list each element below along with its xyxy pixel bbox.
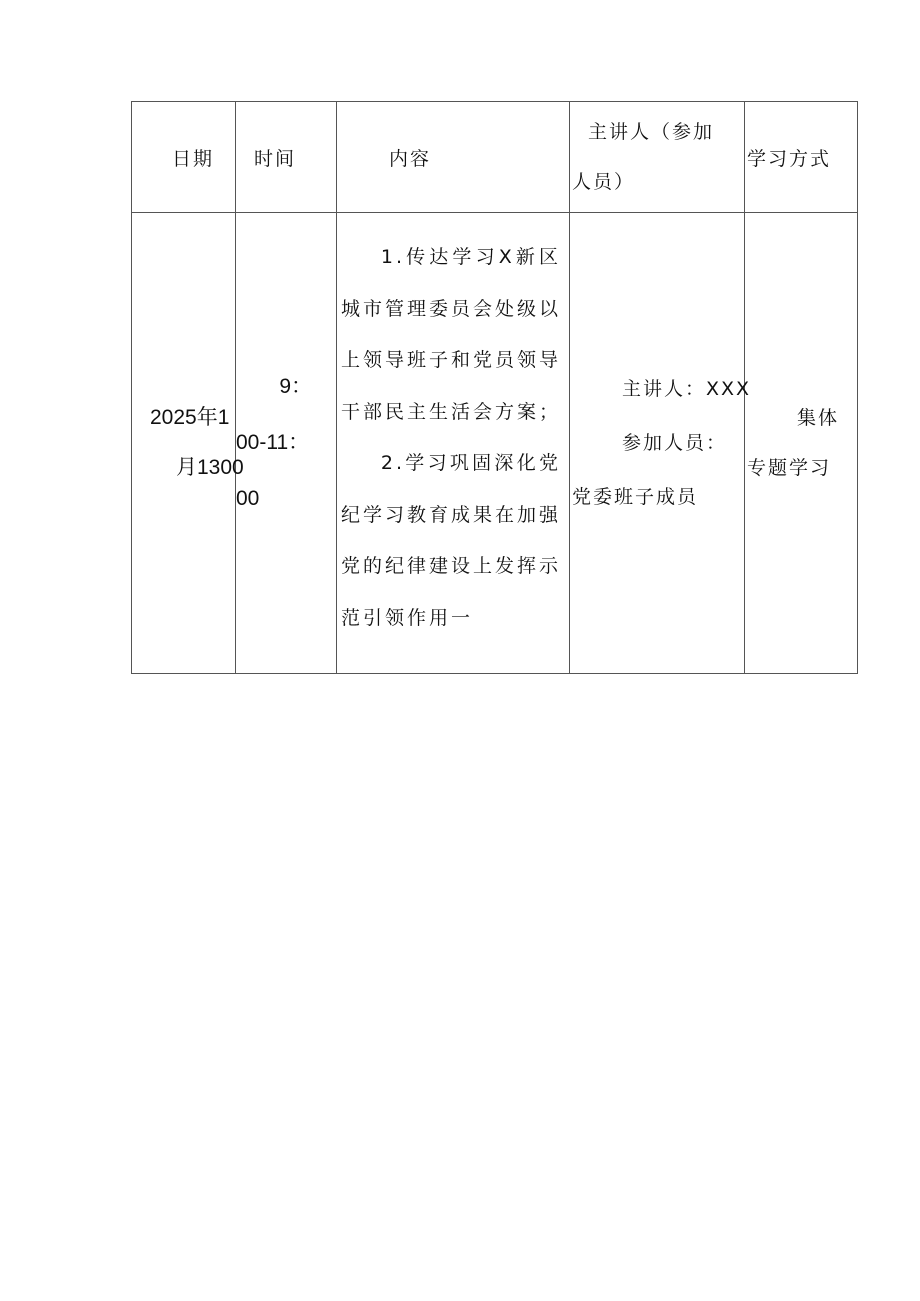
speaker-line2: 参加人员： bbox=[622, 432, 728, 454]
header-date: 日期 bbox=[172, 147, 215, 170]
header-mode-cell bbox=[745, 102, 858, 213]
header-date-cell bbox=[132, 102, 236, 213]
speaker-cell bbox=[570, 213, 752, 674]
header-time-cell bbox=[236, 102, 337, 213]
schedule-sheet bbox=[131, 101, 857, 673]
table-header-row bbox=[132, 102, 858, 213]
time-line3: 00 bbox=[236, 487, 260, 510]
header-speaker-line2: 人员） bbox=[572, 171, 636, 193]
header-content-cell bbox=[337, 102, 570, 213]
speaker-line3: 党委班子成员 bbox=[572, 486, 699, 508]
mode-line2: 专题学习 bbox=[747, 457, 832, 479]
date-line2: 月1300 bbox=[176, 456, 244, 479]
header-time: 时间 bbox=[254, 147, 297, 170]
content-item-2: 2.学习巩固深化党纪学习教育成果在加强党的纪律建设上发挥示范引领作用一 bbox=[341, 452, 562, 629]
content-cell bbox=[337, 213, 570, 674]
time-cell bbox=[236, 213, 337, 674]
header-mode: 学习方式 bbox=[747, 147, 832, 170]
header-content: 内容 bbox=[389, 147, 432, 170]
time-line1: 9： bbox=[279, 375, 312, 398]
content-item-1: 1.传达学习X新区城市管理委员会处级以上领导班子和党员领导干部民主生活会方案； bbox=[341, 246, 562, 423]
date-line1: 2025年1 bbox=[150, 406, 230, 429]
study-schedule-table bbox=[131, 101, 858, 674]
header-speaker-cell bbox=[570, 102, 745, 213]
date-cell bbox=[132, 213, 244, 674]
header-speaker-line1: 主讲人（参加 bbox=[588, 121, 715, 143]
table-row bbox=[132, 213, 858, 674]
mode-cell bbox=[745, 213, 858, 674]
time-line2: 00-11： bbox=[236, 431, 310, 454]
speaker-line1: 主讲人：XXX bbox=[622, 378, 752, 400]
mode-line1: 集体 bbox=[797, 407, 840, 429]
